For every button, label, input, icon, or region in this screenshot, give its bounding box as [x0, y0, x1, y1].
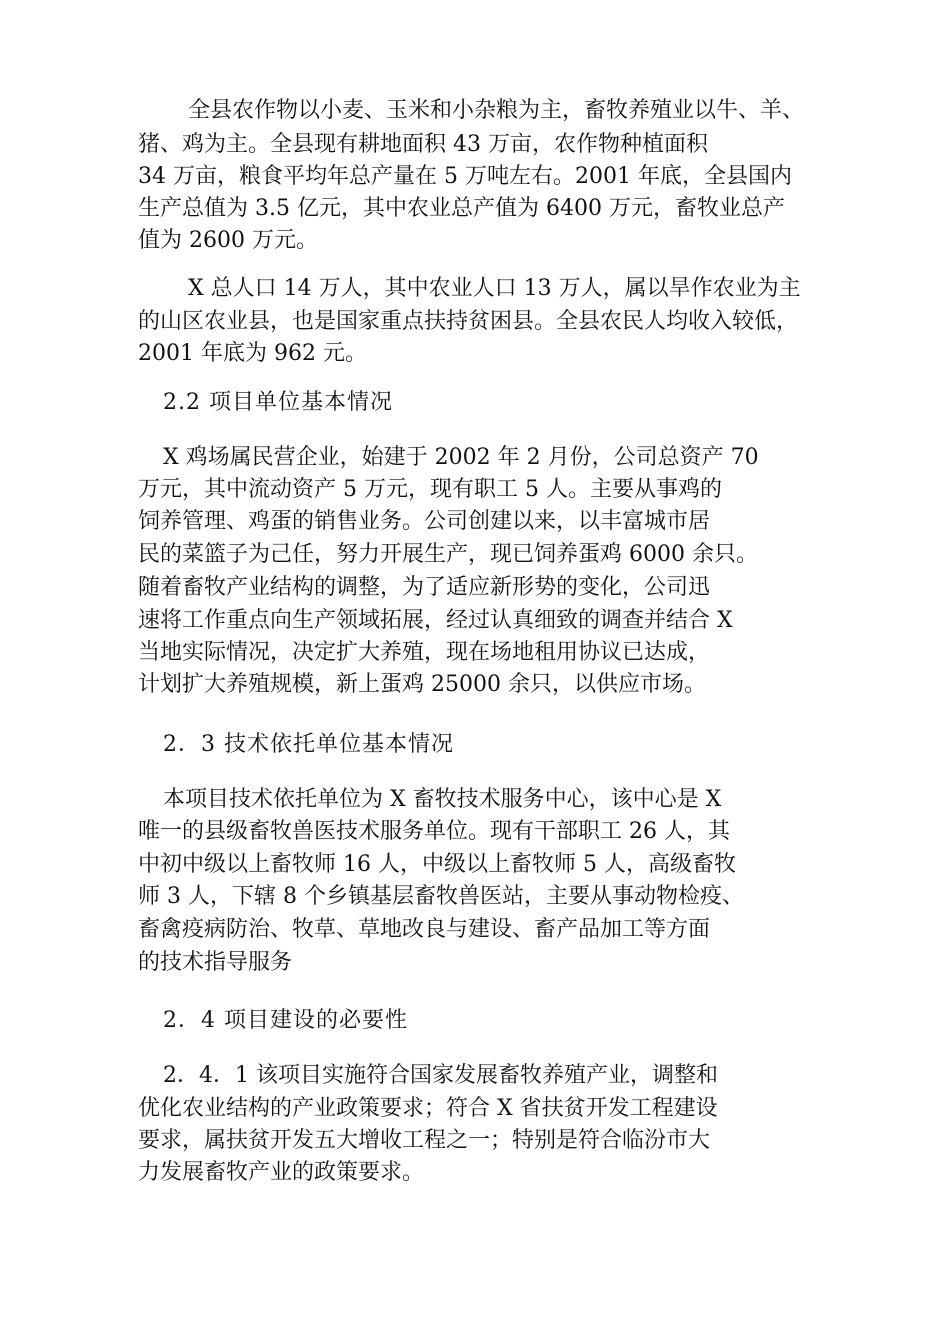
- text-line: 2001 年底为 962 元。: [138, 341, 367, 366]
- text-line: 本项目技术依托单位为 X 畜牧技术服务中心，该中心是 X: [163, 787, 722, 812]
- text-line: 优化农业结构的产业政策要求；符合 X 省扶贫开发工程建设: [138, 1096, 718, 1121]
- text-line: 唯一的县级畜牧兽医技术服务单位。现有干部职工 26 人，其: [138, 819, 730, 844]
- text-line: 计划扩大养殖规模，新上蛋鸡 25000 余只，以供应市场。: [138, 672, 706, 697]
- text-line: X 总人口 14 万人，其中农业人口 13 万人，属以旱作农业为主: [188, 276, 801, 301]
- text-line: 随着畜牧产业结构的调整，为了适应新形势的变化，公司迅: [138, 575, 711, 600]
- text-line: 的技术指导服务: [138, 950, 293, 975]
- text-line: 当地实际情况，决定扩大养殖，现在场地租用协议已达成，: [138, 640, 711, 665]
- text-line: 中初中级以上畜牧师 16 人，中级以上畜牧师 5 人，高级畜牧: [138, 852, 736, 877]
- text-line: 全县农作物以小麦、玉米和小杂粮为主，畜牧养殖业以牛、羊、: [188, 98, 805, 123]
- text-line: 师 3 人，下辖 8 个乡镇基层畜牧兽医站，主要从事动物检疫、: [138, 884, 744, 909]
- text-line: 饲养管理、鸡蛋的销售业务。公司创建以来，以丰富城市居: [138, 509, 711, 534]
- text-line: X 鸡场属民营企业，始建于 2002 年 2 月份，公司总资产 70: [163, 445, 759, 470]
- text-line: 34 万亩，粮食平均年总产量在 5 万吨左右。2001 年底，全县国内: [138, 164, 792, 189]
- section-heading-2-3: 2．3 技术依托单位基本情况: [163, 732, 454, 757]
- text-line: 畜禽疫病防治、牧草、草地改良与建设、畜产品加工等方面: [138, 917, 711, 942]
- text-line: 力发展畜牧产业的政策要求。: [138, 1160, 425, 1185]
- text-line: 速将工作重点向生产领域拓展，经过认真细致的调查并结合 X: [138, 608, 733, 633]
- text-line: 民的菜篮子为己任，努力开展生产，现已饲养蛋鸡 6000 余只。: [138, 542, 758, 567]
- text-line: 的山区农业县，也是国家重点扶持贫困县。全县农民人均收入较低，: [138, 309, 799, 334]
- section-heading-2-2: 2.2 项目单位基本情况: [163, 390, 393, 415]
- text-line: 万元，其中流动资产 5 万元，现有职工 5 人。主要从事鸡的: [138, 477, 722, 502]
- section-heading-2-4: 2．4 项目建设的必要性: [163, 1008, 408, 1033]
- text-line: 值为 2600 万元。: [138, 228, 318, 253]
- text-line: 猪、鸡为主。全县现有耕地面积 43 万亩，农作物种植面积: [138, 132, 708, 157]
- text-line: 要求，属扶贫开发五大增收工程之一；特别是符合临汾市大: [138, 1128, 711, 1153]
- text-line: 生产总值为 3.5 亿元，其中农业总产值为 6400 万元，畜牧业总产: [138, 196, 785, 221]
- text-line: 2．4．1 该项目实施符合国家发展畜牧养殖产业，调整和: [163, 1063, 718, 1088]
